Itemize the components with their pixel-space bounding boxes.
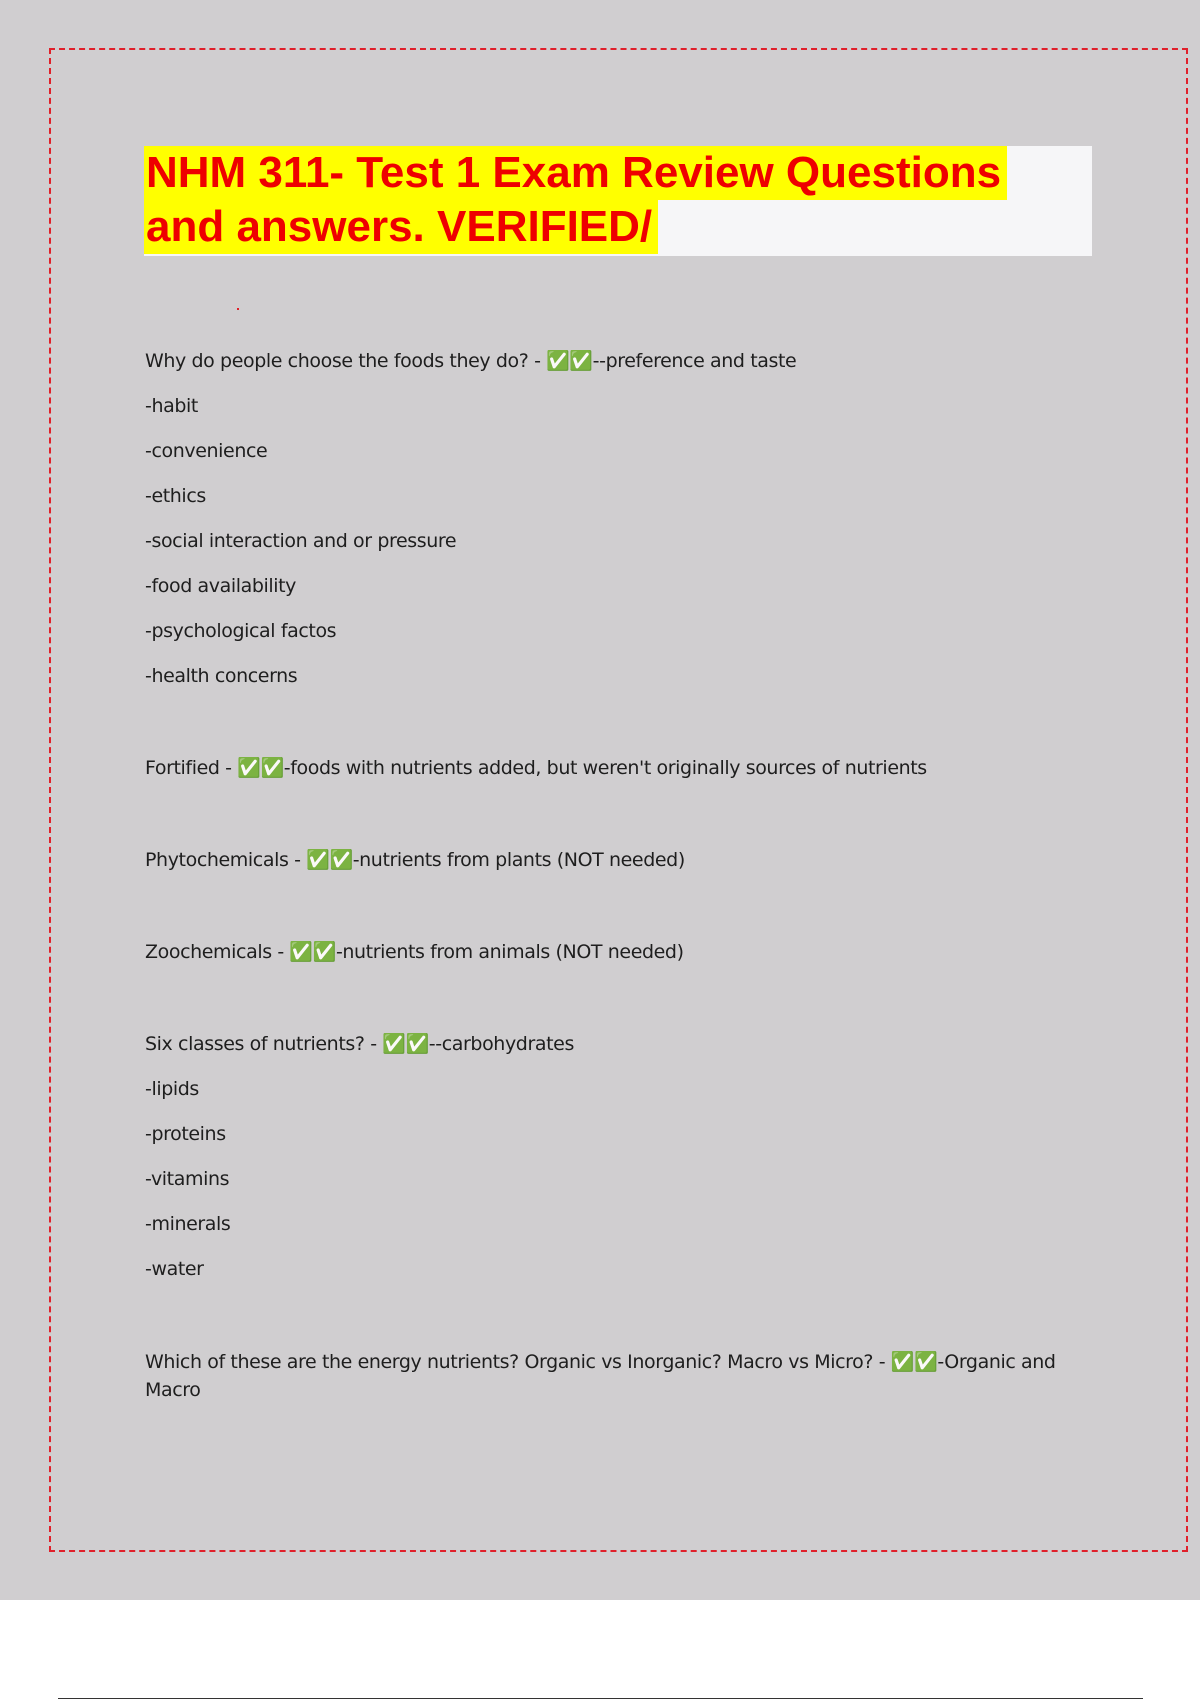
stray-mark xyxy=(237,308,239,310)
qa-content xyxy=(145,348,1075,1423)
list-item: -habit xyxy=(145,395,198,417)
question-1: Why do people choose the foods they do? - ✅✅--preference and taste xyxy=(145,350,797,372)
list-item: -social interaction and or pressure xyxy=(145,530,457,552)
question-6: Which of these are the energy nutrients? Organic vs Inorganic? Macro vs Micro? - ✅✅-Organic and Macro xyxy=(145,1351,1056,1401)
question-2: Fortified - ✅✅-foods with nutrients added, but weren't originally sources of nutrients xyxy=(145,757,927,779)
question-5: Six classes of nutrients? - ✅✅--carbohydrates xyxy=(145,1033,574,1055)
question-3: Phytochemicals - ✅✅-nutrients from plants (NOT needed) xyxy=(145,849,685,871)
list-item: -ethics xyxy=(145,485,206,507)
list-item: -food availability xyxy=(145,575,297,597)
list-item: -proteins xyxy=(145,1123,226,1145)
list-item: -lipids xyxy=(145,1078,199,1100)
title-line-2: and answers. VERIFIED/ xyxy=(144,200,658,254)
list-item: -convenience xyxy=(145,440,268,462)
list-item: -psychological factos xyxy=(145,620,337,642)
footer-divider xyxy=(58,1698,1143,1699)
list-item: -vitamins xyxy=(145,1168,230,1190)
list-item: -minerals xyxy=(145,1213,231,1235)
title-line-1: NHM 311- Test 1 Exam Review Questions xyxy=(144,146,1007,200)
list-item: -water xyxy=(145,1258,204,1280)
document-title xyxy=(144,146,1092,256)
list-item: -health concerns xyxy=(145,665,298,687)
question-4: Zoochemicals - ✅✅-nutrients from animals (NOT needed) xyxy=(145,941,684,963)
